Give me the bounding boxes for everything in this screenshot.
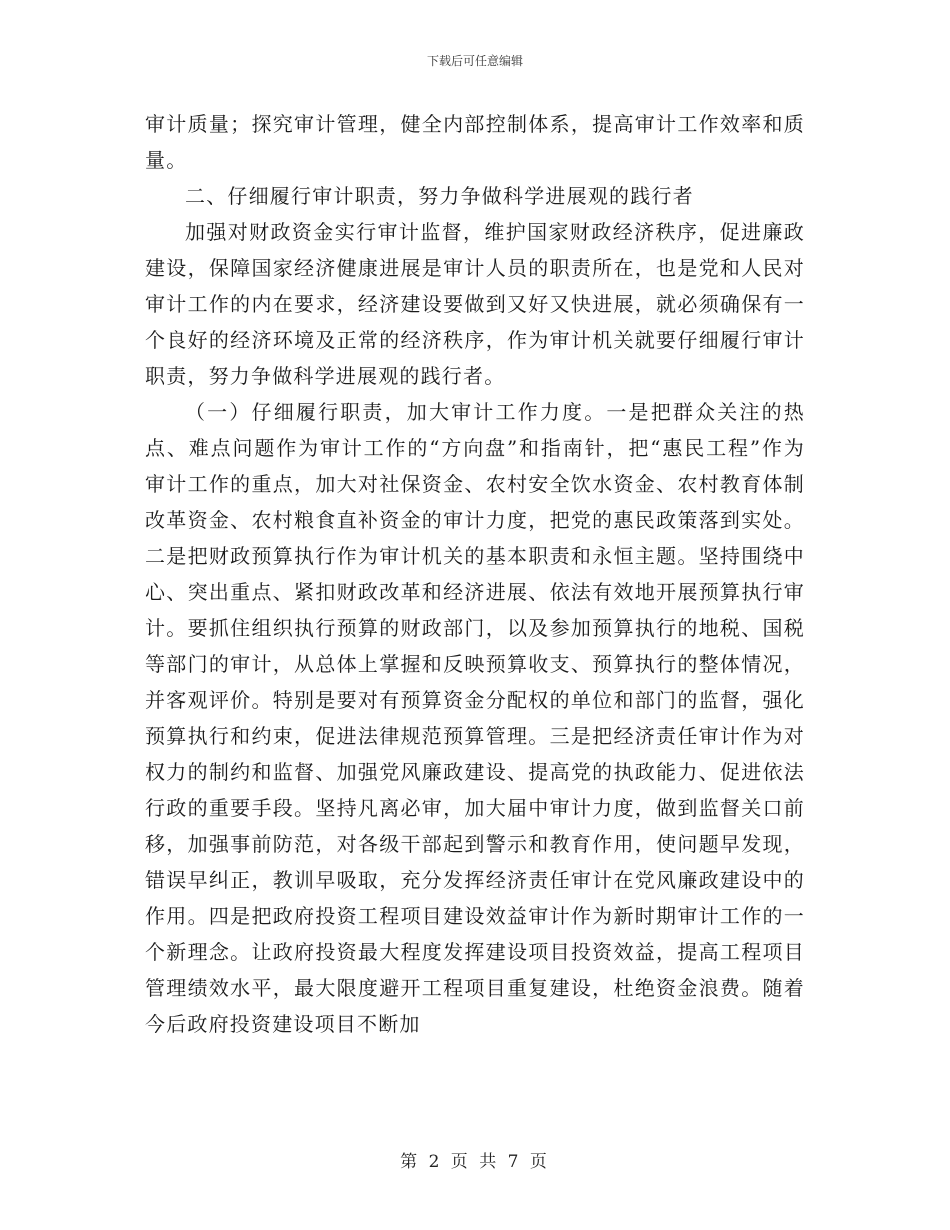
section-heading-2: 二、仔细履行审计职责，努力争做科学进展观的践行者 bbox=[185, 184, 694, 208]
paragraph-3: （一）仔细履行职责，加大审计工作力度。一是把群众关注的热点、难点问题作为审计工作的“方向盘”和指南针，把“惠民工程”作为审计工作的重点，加大对社保资金、农村安全饮水资金、农村教育体制改革资金、农村粮食直补资金的审计力度，把党的惠民政策落到实处。二是把财政预算执行作为审计机关的基本职责和永恒主题。坚持围绕中心、突出重点、紧扣财政改革和经济进展、依法有效地开展预算执行审计。要抓住组织执行预算的财政部门，以及参加预算执行的地税、国税等部门的审计，从总体上掌握和反映预算收支、预算执行的整体情况，并客观评价。特别是要对有预算资金分配权的单位和部门的监督，强化预算执行和约束，促进法律规范预算管理。三是把经济责任审计作为对权力的制约和监督、加强党风廉政建设、提高党的执政能力、促进依法行政的重要手段。坚持凡离必审，加大届中审计力度，做到监督关口前移，加强事前防范，对各级干部起到警示和教育作用，使问题早发现，错误早纠正，教训早吸取，充分发挥经济责任审计在党风廉政建设中的作用。四是把政府投资工程项目建设效益审计作为新时期审计工作的一个新理念。让政府投资最大程度发挥建设项目投资效益，提高工程项目管理绩效水平，最大限度避开工程项目重复建设，杜绝资金浪费。随着今后政府投资建设项目不断加 bbox=[145, 400, 805, 1036]
page-number-footer: 第 2 页 共 7 页 bbox=[400, 1152, 550, 1172]
document-body bbox=[145, 106, 805, 1042]
paragraph-2: 加强对财政资金实行审计监督，维护国家财政经济秩序，促进廉政建设，保障国家经济健康进展是审计人员的职责所在，也是党和人民对审计工作的内在要求，经济建设要做到又好又快进展，就必须确保有一个良好的经济环境及正常的经济秩序，作为审计机关就要仔细履行审计职责，努力争做科学进展观的践行者。 bbox=[145, 220, 805, 388]
page-header: 下载后可任意编辑 bbox=[426, 54, 523, 68]
paragraph-1: 审计质量；探究审计管理，健全内部控制体系，提高审计工作效率和质量。 bbox=[145, 112, 805, 172]
